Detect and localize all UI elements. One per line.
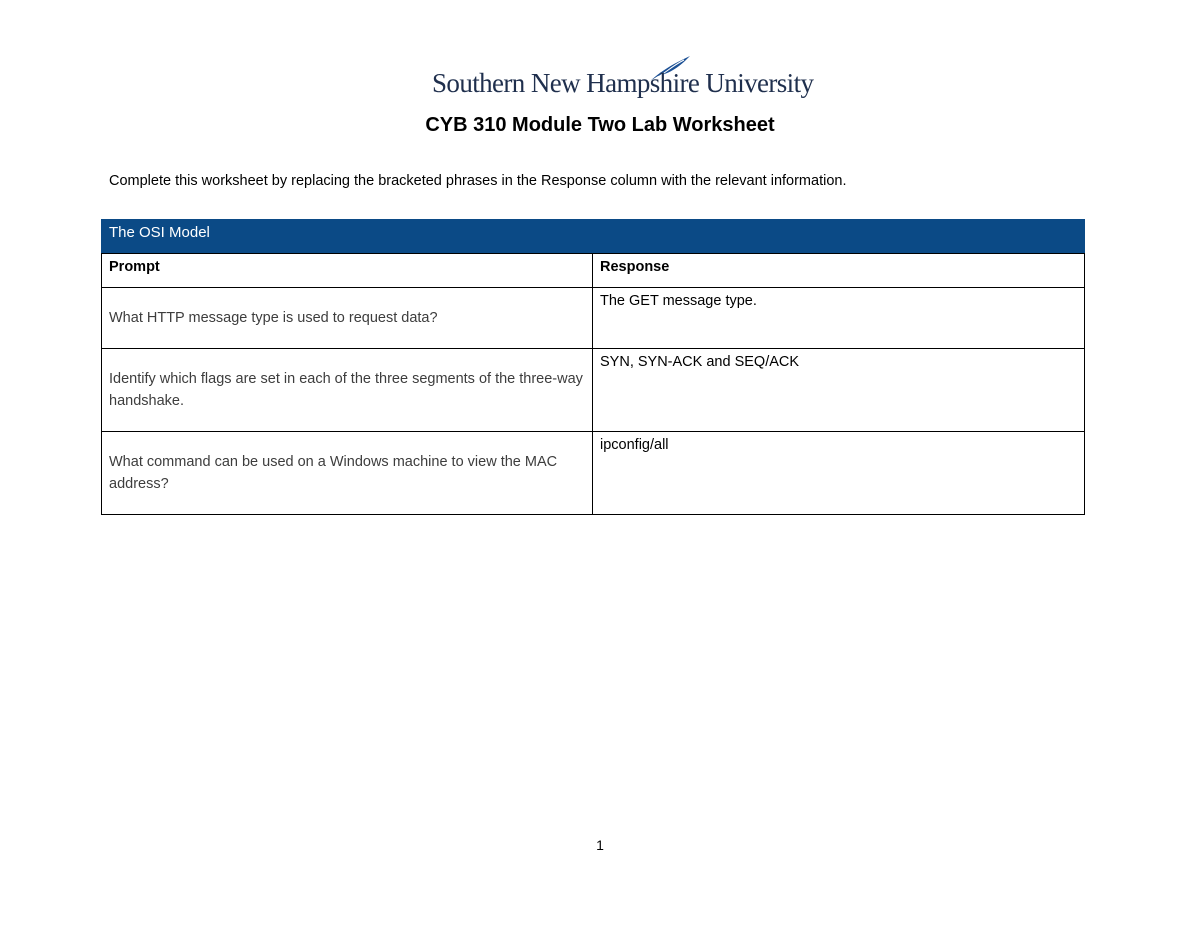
table-row <box>102 432 1085 515</box>
section-title: The OSI Model <box>102 220 1085 254</box>
table-row <box>102 288 1085 349</box>
section-header-row <box>102 220 1085 254</box>
table-row <box>102 349 1085 432</box>
response-cell[interactable]: The GET message type. <box>593 288 1085 349</box>
page-title: CYB 310 Module Two Lab Worksheet <box>425 114 775 136</box>
prompt-cell: What HTTP message type is used to request data? <box>102 288 593 349</box>
prompt-cell: Identify which flags are set in each of the three segments of the three-way handshake. <box>102 349 593 432</box>
university-logo <box>432 54 814 106</box>
prompt-cell: What command can be used on a Windows machine to view the MAC address? <box>102 432 593 515</box>
column-header-response: Response <box>593 254 1085 288</box>
response-cell[interactable]: ipconfig/all <box>593 432 1085 515</box>
worksheet-table <box>101 219 1085 515</box>
instructions-text: Complete this worksheet by replacing the bracketed phrases in the Response column with the relevant information. <box>109 173 847 189</box>
page-number: 1 <box>596 837 604 853</box>
column-header-row <box>102 254 1085 288</box>
logo-wordmark: Southern New Hampshire University <box>432 68 814 98</box>
column-header-prompt: Prompt <box>102 254 593 288</box>
response-cell[interactable]: SYN, SYN-ACK and SEQ/ACK <box>593 349 1085 432</box>
